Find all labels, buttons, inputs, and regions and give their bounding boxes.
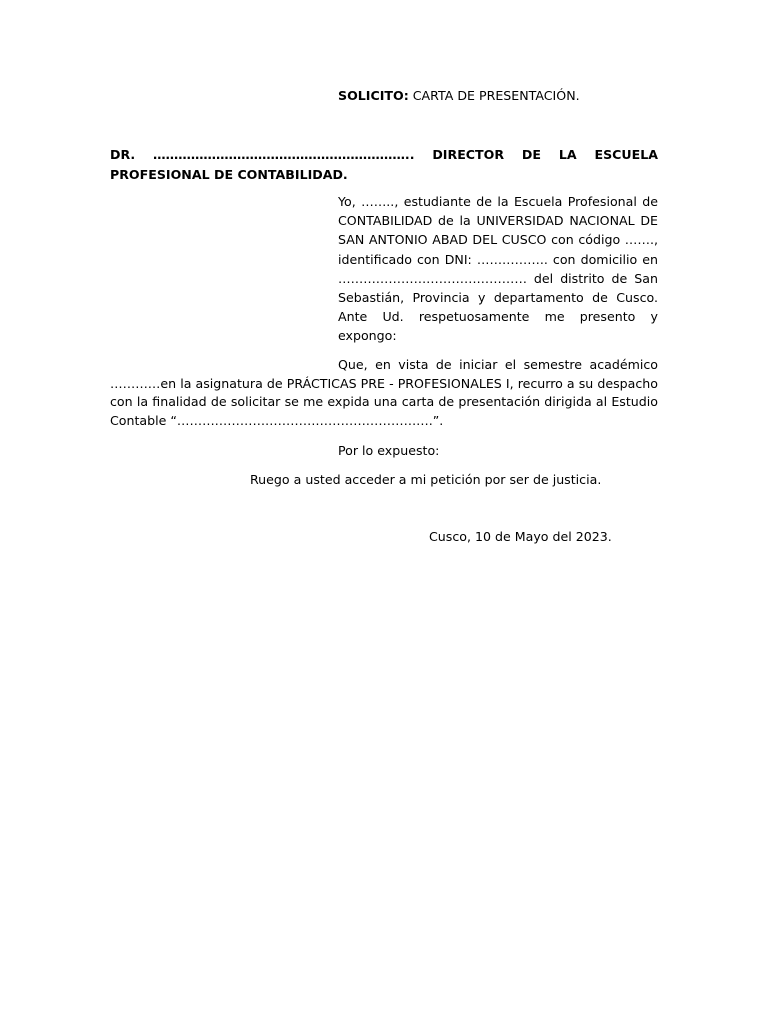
subject-text: CARTA DE PRESENTACIÓN. bbox=[408, 88, 580, 103]
subject-line bbox=[338, 88, 580, 104]
date-line: Cusco, 10 de Mayo del 2023. bbox=[429, 529, 612, 544]
plea-line: Ruego a usted acceder a mi petición por ser de justicia. bbox=[250, 472, 602, 487]
intro-paragraph: Yo, …….., estudiante de la Escuela Profesional de CONTABILIDAD de la UNIVERSIDAD NACIONAL DE SAN ANTONIO ABAD DEL CUSCO con código ……., identificado con DNI: …………….. con domicilio en ……………………………………… del distrito de San Sebastián, Provincia y departamento de Cusco. Ante Ud. respetuosamente me presento y expongo: bbox=[338, 194, 658, 344]
subject-label: SOLICITO: bbox=[338, 88, 409, 103]
closing-line: Por lo expuesto: bbox=[338, 443, 440, 458]
addressee-paragraph: DR. …………………………………………………….. DIRECTOR DE LA ESCUELA PROFESIONAL DE CONTABILIDAD. bbox=[110, 147, 658, 182]
request-paragraph: Que, en vista de iniciar el semestre académico …………en la asignatura de PRÁCTICAS PRE - PROFESIONALES I, recurro a su despacho con la finalidad de solicitar se me expida una carta de presentación dirigida al Estudio Contable “…………………………………………………….”. bbox=[110, 357, 658, 428]
